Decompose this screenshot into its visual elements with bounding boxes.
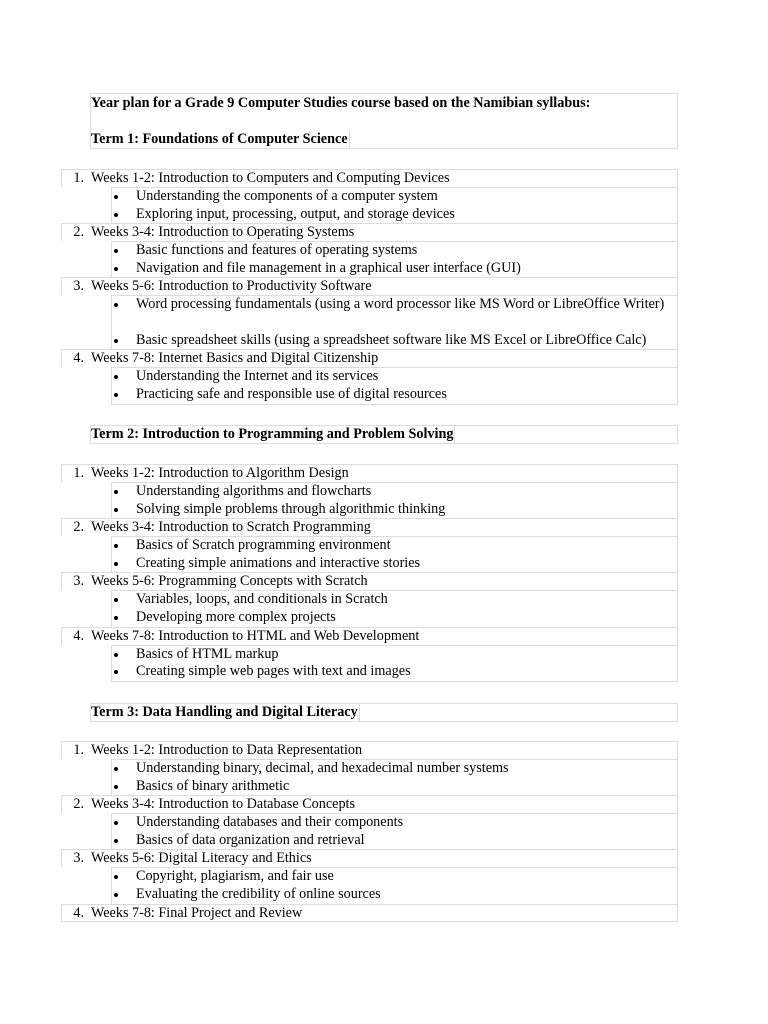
list-number: 4.: [73, 350, 84, 367]
bullet-icon: [114, 267, 118, 271]
bullet-list: [111, 367, 678, 404]
list-item: [61, 518, 678, 536]
bullet-list: [111, 536, 678, 572]
bullet-item: [112, 832, 677, 850]
term-1-list: [61, 169, 678, 405]
term-2-heading-block: [90, 425, 678, 444]
term-3-heading: Term 3: Data Handling and Digital Literacy: [91, 704, 358, 720]
list-item: [61, 627, 678, 645]
list-item: [61, 849, 678, 867]
week-label: Weeks 1-2: Introduction to Algorithm Design: [91, 465, 349, 481]
bullet-item: [112, 591, 677, 609]
list-number: 1.: [73, 742, 84, 758]
list-number: 3.: [73, 278, 84, 295]
week-label: Weeks 7-8: Final Project and Review: [91, 904, 303, 921]
bullet-item: [112, 778, 677, 796]
week-label: Weeks 3-4: Introduction to Operating Systems: [91, 224, 355, 241]
bullet-icon: [114, 508, 118, 512]
term-3-heading-block: [90, 703, 678, 722]
bullet-list: [111, 590, 678, 626]
list-item: [61, 223, 678, 241]
bullet-item: [112, 609, 677, 627]
bullet-text: Basics of data organization and retrieval: [136, 831, 365, 848]
bullet-text: Basics of HTML markup: [136, 645, 279, 662]
bullet-icon: [114, 249, 118, 253]
list-number: 2.: [73, 519, 84, 536]
list-number: 3.: [73, 850, 84, 867]
list-item: [61, 464, 678, 482]
bullet-text: Basics of binary arithmetic: [136, 777, 290, 794]
bullet-text: Exploring input, processing, output, and storage devices: [136, 205, 455, 222]
bullet-icon: [114, 195, 118, 199]
bullet-item: [112, 386, 677, 404]
bullet-text: Word processing fundamentals (using a word processor like MS Word or LibreOffice Writer): [136, 296, 665, 313]
bullet-icon: [114, 544, 118, 548]
bullet-list: [111, 482, 678, 518]
bullet-icon: [114, 670, 118, 674]
list-number: 4.: [73, 904, 84, 921]
bullet-item: [112, 868, 677, 886]
bullet-text: Understanding algorithms and flowcharts: [136, 483, 372, 499]
bullet-icon: [114, 339, 118, 343]
bullet-item: [112, 646, 677, 664]
week-label: Weeks 1-2: Introduction to Computers and Computing Devices: [91, 170, 450, 186]
bullet-icon: [114, 767, 118, 771]
bullet-text: Creating simple web pages with text and images: [136, 663, 411, 680]
list-item: [61, 904, 678, 922]
bullet-item: [112, 663, 677, 681]
bullet-text: Basic spreadsheet skills (using a spreadsheet software like MS Excel or LibreOffice Calc): [136, 331, 647, 348]
term-3-list: [61, 741, 678, 922]
bullet-text: Understanding the Internet and its services: [136, 368, 379, 385]
bullet-icon: [114, 303, 118, 307]
bullet-item: [112, 206, 677, 224]
bullet-item: [112, 501, 677, 519]
bullet-icon: [114, 213, 118, 217]
bullet-text: Understanding binary, decimal, and hexadecimal number systems: [136, 760, 509, 776]
week-label: Weeks 3-4: Introduction to Scratch Programming: [91, 519, 371, 536]
bullet-item: [112, 537, 677, 555]
bullet-item: [112, 332, 677, 350]
week-label: Weeks 7-8: Internet Basics and Digital Citizenship: [91, 350, 379, 367]
bullet-text: Developing more complex projects: [136, 608, 336, 625]
list-item: [61, 349, 678, 367]
bullet-list: [111, 295, 678, 349]
document-title: Year plan for a Grade 9 Computer Studies course based on the Namibian syllabus:: [91, 95, 591, 111]
list-number: 1.: [73, 465, 84, 481]
list-number: 2.: [73, 796, 84, 813]
bullet-text: Creating simple animations and interactive stories: [136, 554, 421, 571]
list-item: [61, 741, 678, 759]
bullet-item: [112, 368, 677, 386]
week-label: Weeks 1-2: Introduction to Data Representation: [91, 742, 363, 758]
bullet-item: [112, 242, 677, 260]
bullet-text: Basic functions and features of operating systems: [136, 242, 418, 259]
bullet-icon: [114, 562, 118, 566]
term-1-heading: Term 1: Foundations of Computer Science: [91, 131, 348, 147]
term-2-heading: Term 2: Introduction to Programming and Problem Solving: [91, 426, 454, 442]
bullet-list: [111, 813, 678, 849]
bullet-text: Navigation and file management in a graphical user interface (GUI): [136, 259, 521, 276]
list-number: 3.: [73, 573, 84, 590]
bullet-item: [112, 188, 677, 206]
bullet-icon: [114, 821, 118, 825]
bullet-item: [112, 760, 677, 778]
bullet-text: Evaluating the credibility of online sources: [136, 885, 381, 902]
bullet-icon: [114, 598, 118, 602]
bullet-icon: [114, 393, 118, 397]
bullet-item: [112, 814, 677, 832]
bullet-text: Understanding the components of a computer system: [136, 188, 438, 204]
bullet-text: Variables, loops, and conditionals in Scratch: [136, 591, 388, 608]
bullet-icon: [114, 785, 118, 789]
bullet-text: Solving simple problems through algorithmic thinking: [136, 500, 446, 517]
bullet-icon: [114, 875, 118, 879]
list-number: 2.: [73, 224, 84, 241]
bullet-icon: [114, 893, 118, 897]
term-2-list: [61, 464, 678, 682]
bullet-text: Copyright, plagiarism, and fair use: [136, 868, 334, 885]
list-item: [61, 572, 678, 590]
week-label: Weeks 7-8: Introduction to HTML and Web Development: [91, 627, 420, 644]
bullet-item: [112, 296, 677, 331]
list-number: 1.: [73, 170, 84, 186]
list-number: 4.: [73, 627, 84, 644]
bullet-item: [112, 260, 677, 278]
bullet-icon: [114, 490, 118, 494]
bullet-text: Understanding databases and their components: [136, 814, 404, 831]
bullet-text: Practicing safe and responsible use of digital resources: [136, 385, 447, 402]
week-label: Weeks 5-6: Programming Concepts with Scratch: [91, 573, 368, 590]
bullet-icon: [114, 616, 118, 620]
bullet-list: [111, 759, 678, 795]
bullet-icon: [114, 653, 118, 657]
bullet-icon: [114, 375, 118, 379]
week-label: Weeks 5-6: Introduction to Productivity Software: [91, 278, 372, 295]
list-item: [61, 795, 678, 813]
bullet-text: Basics of Scratch programming environment: [136, 537, 391, 554]
week-label: Weeks 5-6: Digital Literacy and Ethics: [91, 850, 312, 867]
bullet-list: [111, 867, 678, 903]
week-label: Weeks 3-4: Introduction to Database Concepts: [91, 796, 356, 813]
title-block: [90, 93, 678, 149]
bullet-list: [111, 187, 678, 223]
bullet-item: [112, 483, 677, 501]
bullet-item: [112, 886, 677, 904]
bullet-icon: [114, 839, 118, 843]
list-item: [61, 277, 678, 295]
bullet-item: [112, 555, 677, 573]
bullet-list: [111, 241, 678, 277]
bullet-list: [111, 645, 678, 682]
list-item: [61, 169, 678, 187]
